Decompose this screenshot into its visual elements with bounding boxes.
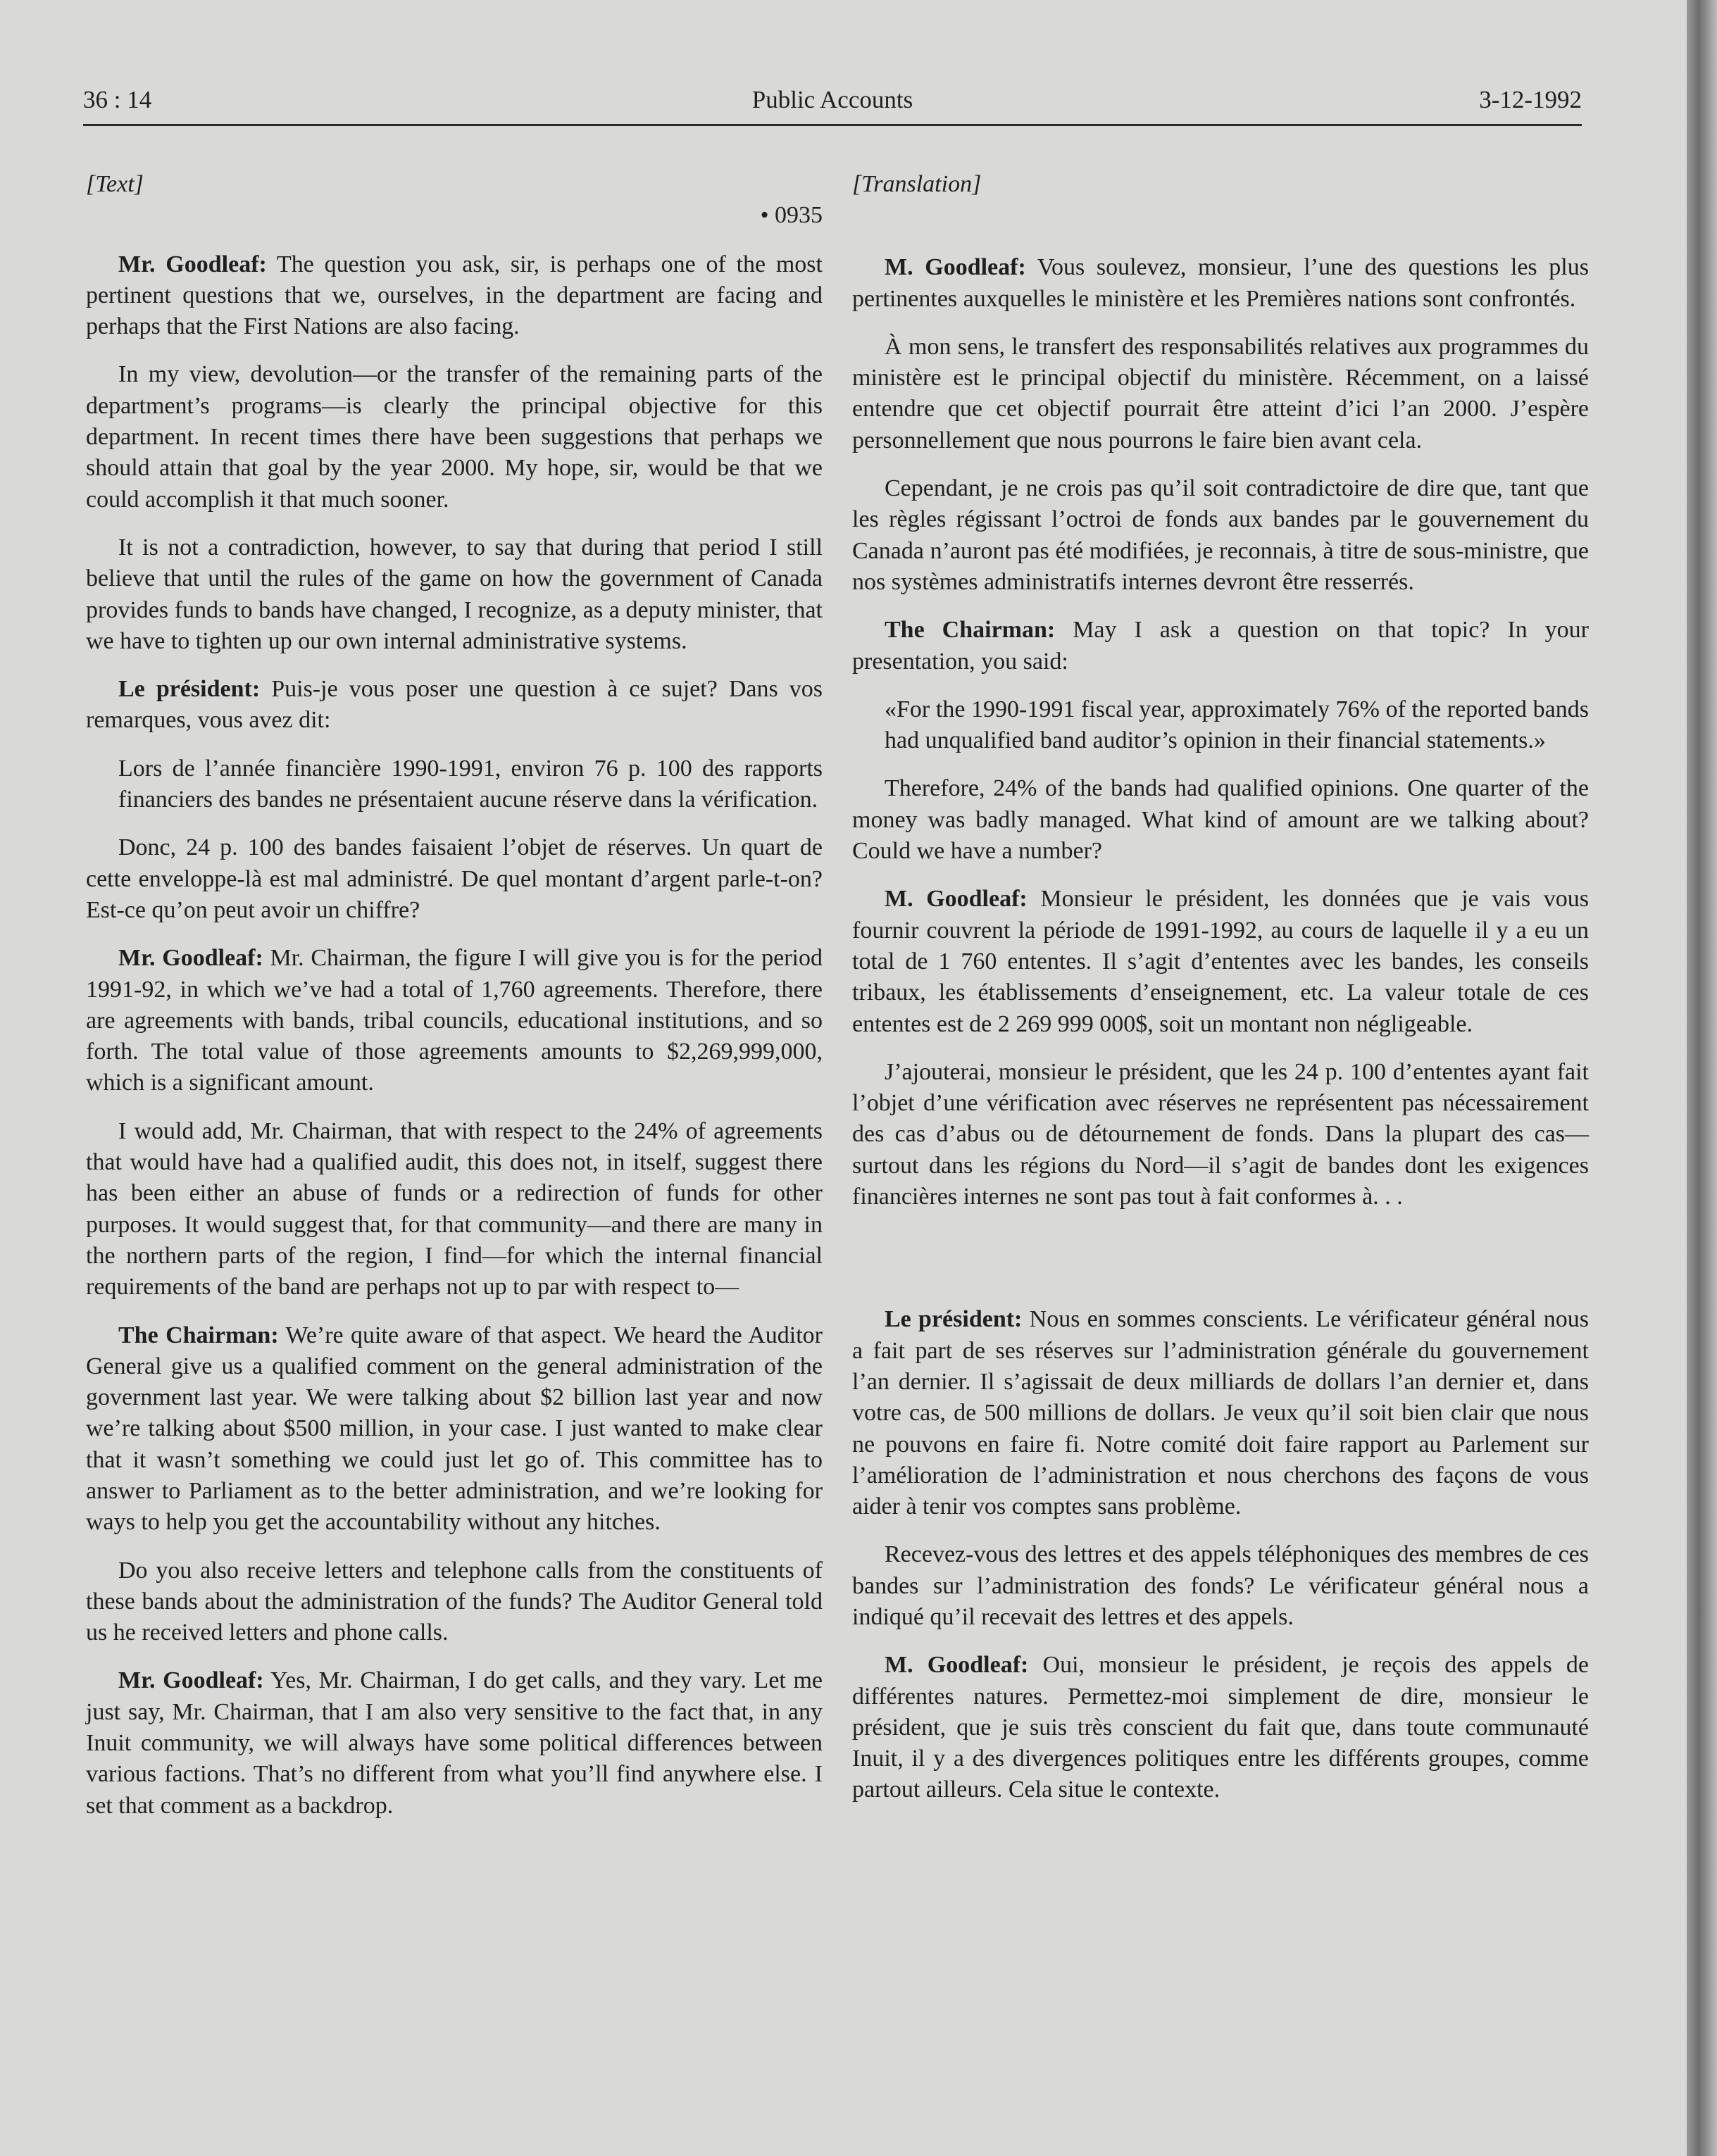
speech-text: Nous en sommes conscients. Le vérificateur général nous a fait part de ses réserves sur l’administration générale du gouvernement l’an dernier. Il s’agissait de deux milliards de dollars l’an dernier et, dans votre cas, de 500 millions de dollars. Je veux qu’il soit bien clair que nous ne pouvons en faire fi. Notre comité doit faire rapport au Parlement sur l’amélioration de l’administration et nous cherchons des façons de vous aider à tenir vos comptes sans problème.: [852, 1306, 1589, 1520]
speech-text: Do you also receive letters and telephone calls from the constituents of these bands about the administration of the funds? The Auditor General told us he received letters and phone calls.: [86, 1557, 823, 1646]
speaker-name: M. Goodleaf:: [885, 1652, 1029, 1679]
paragraph: [86, 1116, 823, 1303]
text-marker: [Text]: [86, 171, 144, 197]
quoted-passage: [885, 694, 1589, 757]
speech-text: À mon sens, le transfert des responsabilités relatives aux programmes du ministère est le principal objectif du ministère. Récemment, on a laissé entendre que cet objectif pourrait être atteint d’ici l’an 2000. J’espère personnellement que nous pourrons le faire bien avant cela.: [852, 333, 1589, 453]
speech-text: Monsieur le président, les données que je vais vous fournir couvrent la période de 1991-1992, au cours de laquelle il y a eu un total de 1 760 ententes. Il s’agit d’ententes avec les bandes, les conseils tribaux, les établissements d’enseignement, etc. La valeur totale de ces ententes est de 2 269 999 000$, soit un montant non négligeable.: [852, 886, 1589, 1037]
paragraph: [852, 473, 1589, 598]
speech-text: It is not a contradiction, however, to say that during that period I still believe that until the rules of the game on how the government of Canada provides funds to bands have changed, I recognize, as a deputy minister, that we have to tighten up our own internal administrative systems.: [86, 534, 823, 654]
page-date: 3-12-1992: [1479, 86, 1582, 113]
speaker-name: M. Goodleaf:: [885, 254, 1026, 281]
speech-text: Lors de l’année financière 1990-1991, environ 76 p. 100 des rapports financiers des bandes ne présentaient aucune réserve dans la vérification.: [118, 755, 823, 813]
paragraph: [852, 1057, 1589, 1212]
publication-title: Public Accounts: [751, 86, 913, 113]
paragraph: [852, 773, 1589, 867]
paragraph: [852, 1650, 1589, 1805]
speech-text: «For the 1990-1991 fiscal year, approximately 76% of the reported bands had unqualified band auditor’s opinion in their financial statements.»: [885, 696, 1589, 754]
page-number: 36 : 14: [83, 86, 152, 113]
paragraph: [86, 1555, 823, 1649]
time-marker: • 0935: [760, 202, 823, 229]
speech-text: Oui, monsieur le président, je reçois des appels de différentes natures. Permettez-moi simplement de dire, monsieur le président, que je suis très conscient du fait que, dans toute communauté Inuit, il y a des divergences politiques entre les différents groupes, comme partout ailleurs. Cela situe le contexte.: [852, 1652, 1589, 1803]
paragraph: [852, 615, 1589, 677]
speech-text: Mr. Chairman, the figure I will give you is for the period 1991-92, in which we’ve had a total of 1,760 agreements. Therefore, there are agreements with bands, tribal councils, educational institutions, and so forth. The total value of those agreements amounts to $2,269,999,000, which is a significant amount.: [86, 945, 823, 1096]
speech-text: In my view, devolution—or the transfer of the remaining parts of the department’s programs—is clearly the principal objective for this department. In recent times there have been suggestions that perhaps we should attain that goal by the year 2000. My hope, sir, would be that we could accomplish it that much sooner.: [86, 361, 823, 513]
speech-text: The question you ask, sir, is perhaps one of the most pertinent questions that we, ourselves, in the department are facing and perhaps that the First Nations are also facing.: [86, 251, 823, 340]
paragraph: [852, 332, 1589, 456]
paragraph: [852, 252, 1589, 315]
english-column: [86, 169, 823, 1838]
speech-text: Therefore, 24% of the bands had qualified opinions. One quarter of the money was badly managed. What kind of amount are we talking about? Could we have a number?: [852, 775, 1589, 865]
speech-text: I would add, Mr. Chairman, that with respect to the 24% of agreements that would have had a qualified audit, this does not, in itself, suggest there has been either an abuse of funds or a redirection of funds for other purposes. It would suggest that, for that community—and there are many in the northern parts of the region, I find—for which the internal financial requirements of the band are perhaps not up to par with respect to—: [86, 1117, 823, 1301]
paragraph: [86, 1320, 823, 1538]
speech-text: Puis-je vous poser une question à ce sujet? Dans vos remarques, vous avez dit:: [86, 676, 823, 734]
paragraph: [86, 1665, 823, 1821]
speaker-name: The Chairman:: [885, 617, 1056, 644]
paragraph: [86, 359, 823, 515]
speech-text: Cependant, je ne crois pas qu’il soit contradictoire de dire que, tant que les règles régissant l’octroi de fonds aux bandes par le gouvernement du Canada n’auront pas été modifiées, je reconnais, à titre de sous-ministre, que nos systèmes administratifs internes devront être resserrés.: [852, 475, 1589, 595]
speech-text: Vous soulevez, monsieur, l’une des questions les plus pertinentes auxquelles le ministère et les Premières nations sont confrontés.: [852, 254, 1589, 312]
paragraph: [86, 943, 823, 1098]
paragraph: [852, 884, 1589, 1039]
speaker-name: Mr. Goodleaf:: [118, 251, 267, 277]
speaker-name: Le président:: [885, 1306, 1023, 1333]
speech-text: Donc, 24 p. 100 des bandes faisaient l’objet de réserves. Un quart de cette enveloppe-là est mal administré. De quel montant d’argent parle-t-on? Est-ce qu’on peut avoir un chiffre?: [86, 834, 823, 923]
speaker-name: The Chairman:: [118, 1322, 279, 1348]
speech-text: Recevez-vous des lettres et des appels téléphoniques des membres de ces bandes sur l’administration des fonds? Le vérificateur général nous a indiqué qu’il recevait des lettres et des appels.: [852, 1541, 1589, 1630]
speech-text: May I ask a question on that topic? In your presentation, you said:: [852, 617, 1589, 675]
paragraph: [86, 832, 823, 926]
speaker-name: Mr. Goodleaf:: [118, 1667, 264, 1694]
speaker-name: Le président:: [118, 676, 261, 703]
speech-text: Yes, Mr. Chairman, I do get calls, and they vary. Let me just say, Mr. Chairman, that I am also very sensitive to the fact that, in any Inuit community, we will always have some political differences between various factions. That’s no different from what you’ll find anywhere else. I set that comment as a backdrop.: [86, 1667, 823, 1819]
paragraph: [852, 1304, 1589, 1522]
translation-marker: [Translation]: [852, 171, 982, 197]
french-column: [852, 169, 1589, 1823]
spacer: [852, 221, 1589, 252]
page-edge-shadow: [1687, 0, 1717, 2156]
quoted-passage: [118, 753, 823, 816]
speech-text: J’ajouterai, monsieur le président, que les 24 p. 100 d’ententes ayant fait l’objet d’une vérification avec réserves ne représentent pas nécessairement des cas d’abus ou de détournement de fonds. Dans la plupart des cas—surtout dans les régions du Nord—il s’agit de bandes dont les exigences financières internes ne sont pas tout à fait conformes à. . .: [852, 1058, 1589, 1210]
speaker-name: Mr. Goodleaf:: [118, 945, 263, 972]
spacer: [852, 1229, 1589, 1304]
speech-text: We’re quite aware of that aspect. We heard the Auditor General give us a qualified comment on the general administration of the government last year. We were talking about $2 billion last year and now we’re talking about $500 million, in your case. I just wanted to make clear that it wasn’t something we could just let go of. This committee has to answer to Parliament as to the better administration, and we’re looking for ways to help you get the accountability without any hitches.: [86, 1322, 823, 1536]
paragraph: [86, 249, 823, 343]
paragraph: [852, 1539, 1589, 1633]
paragraph: [86, 674, 823, 737]
page-header: [83, 84, 1582, 126]
speaker-name: M. Goodleaf:: [885, 886, 1028, 913]
paragraph: [86, 532, 823, 657]
